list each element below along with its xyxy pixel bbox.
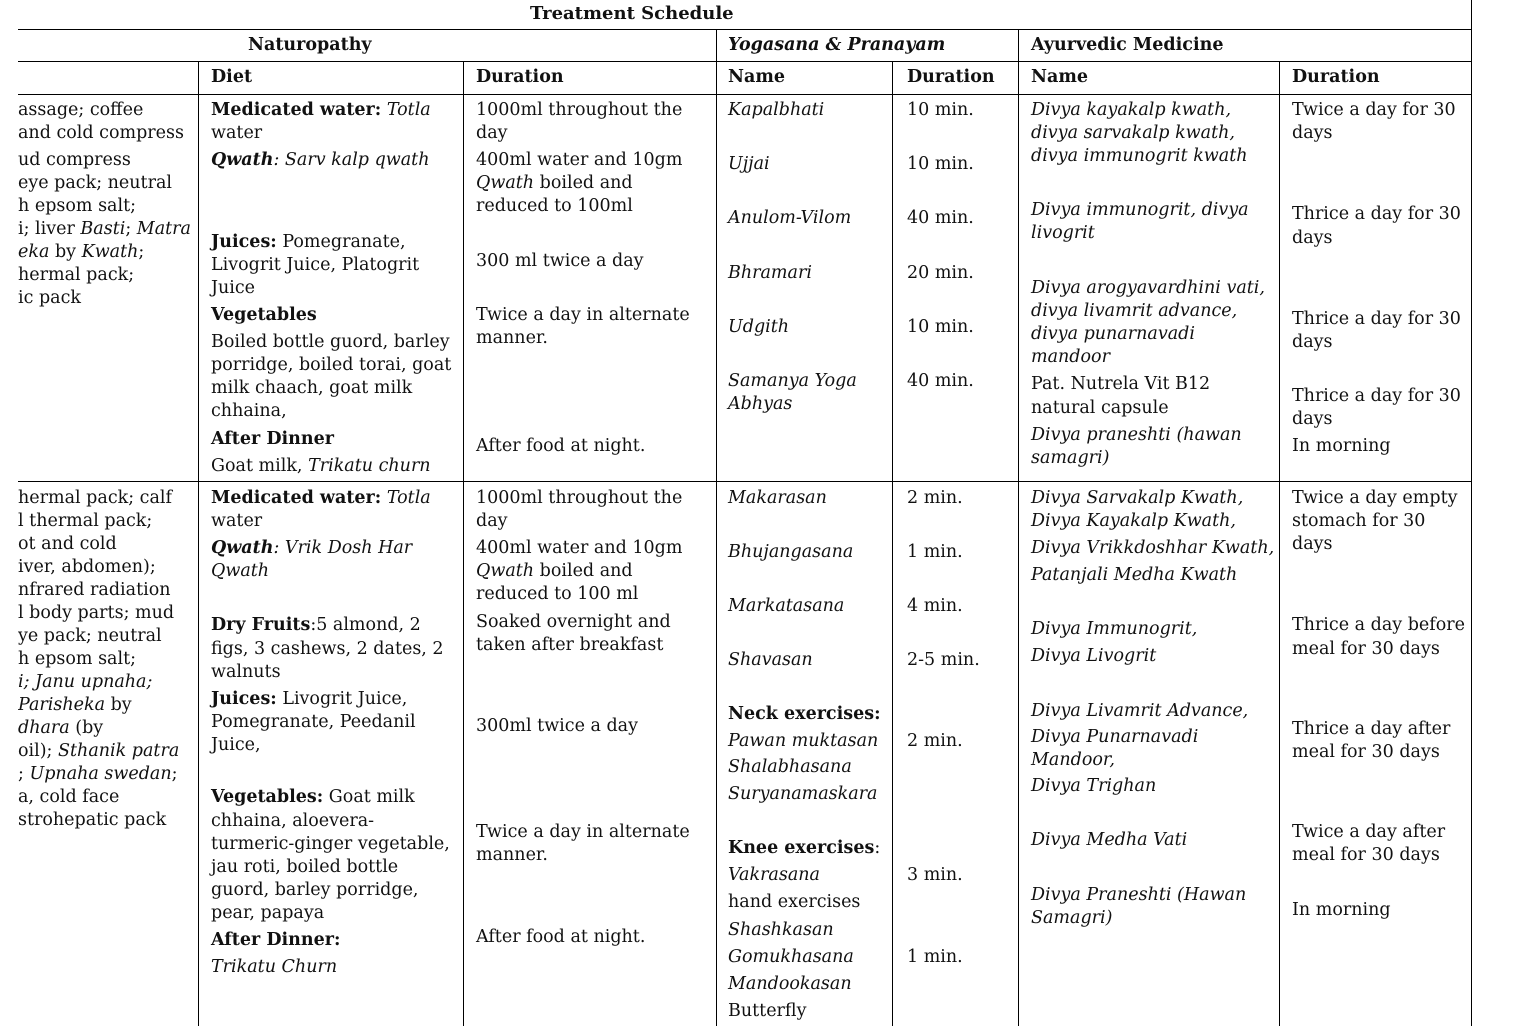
header-ayur-duration: Duration (1292, 67, 1380, 87)
row2-diet-veg-5: pear, papaya (211, 903, 325, 923)
row1-ayur-duration: days (1292, 228, 1333, 248)
row2-ayur-name: Patanjali Medha Kwath (1031, 565, 1238, 585)
rule-v-yoga-dur (892, 61, 893, 1026)
row2-ayur-duration: Thrice a day after (1292, 719, 1451, 739)
row1-dur-juices: 300 ml twice a day (476, 251, 644, 271)
row1-diet-water: Medicated water: Totla (211, 100, 431, 120)
therapy-line: h epsom salt; (18, 649, 137, 669)
row2-diet-water-2: water (211, 511, 263, 531)
row2-yoga-name: Shashkasan (728, 920, 834, 940)
row2-yoga-name: Markatasana (728, 596, 845, 616)
row1-dur-water: 1000ml throughout the (476, 100, 683, 120)
row2-diet-veg-4: guord, barley porridge, (211, 880, 419, 900)
row2-yoga-name: Bhujangasana (728, 542, 854, 562)
row2-ayur-duration: meal for 30 days (1292, 845, 1440, 865)
therapy-line: eye pack; neutral (18, 173, 172, 193)
row2-yoga-name: Gomukhasana (728, 947, 854, 967)
therapy-line: h epsom salt; (18, 196, 137, 216)
row1-ayur-name: divya immunogrit kwath (1031, 146, 1248, 166)
row2-yoga-name: hand exercises (728, 892, 861, 912)
therapy-line: ; Upnaha swedan; (18, 764, 178, 784)
therapy-line: nfrared radiation (18, 580, 171, 600)
row2-ayur-name: Divya Livogrit (1031, 646, 1157, 666)
row2-ayur-name: Divya Punarnavadi (1031, 727, 1199, 747)
row2-ayur-name: Divya Sarvakalp Kwath, (1031, 488, 1244, 508)
row2-ayur-duration: days (1292, 534, 1333, 554)
row2-diet-qwath-2: Qwath (211, 561, 270, 581)
row2-therapy (18, 487, 198, 832)
row1-yoga-name: Ujjai (728, 154, 770, 174)
rule-v-diet (198, 61, 199, 1026)
rule-header (18, 94, 1472, 95)
header-yoga-name: Name (728, 67, 785, 87)
row1-yoga-duration: 40 min. (907, 208, 974, 228)
rule-v-ayur (1018, 29, 1019, 1026)
row1-ayur-name: divya sarvakalp kwath, (1031, 123, 1235, 143)
header-yoga-duration: Duration (907, 67, 995, 87)
row2-dur-qwath-2: Qwath boiled and (476, 561, 633, 581)
therapy-line: ot and cold (18, 534, 117, 554)
row2-diet-veg-2: turmeric-ginger vegetable, (211, 834, 450, 854)
row1-ayur-name: Divya kayakalp kwath, (1031, 100, 1232, 120)
row2-yoga-knee-label: Knee exercises: (728, 838, 881, 858)
row2-ayur-duration: Thrice a day before (1292, 615, 1466, 635)
row2-ayur-duration: Twice a day after (1292, 822, 1446, 842)
rule-row (18, 481, 1472, 482)
row2-dur-veg: Twice a day in alternate (476, 822, 690, 842)
row2-yoga-duration: 2-5 min. (907, 650, 980, 670)
row2-dur-qwath: 400ml water and 10gm (476, 538, 683, 558)
therapy-line: hermal pack; calf (18, 488, 172, 508)
row2-yoga-name: Butterfly (728, 1001, 807, 1021)
row2-diet-dry: Dry Fruits:5 almond, 2 (211, 615, 421, 635)
row1-diet-veg-1: Boiled bottle guord, barley (211, 332, 450, 352)
therapy-line: eka by Kwath; (18, 242, 145, 262)
therapy-line: hermal pack; (18, 265, 135, 285)
row1-dur-qwath: 400ml water and 10gm (476, 150, 683, 170)
row2-ayur-name: Divya Trighan (1031, 776, 1157, 796)
row2-yoga-duration: 3 min. (907, 865, 963, 885)
row1-yoga-name: Bhramari (728, 263, 812, 283)
therapy-line: ye pack; neutral (18, 626, 162, 646)
rule-top (18, 29, 1472, 30)
row2-diet-dry-2: figs, 3 cashews, 2 dates, 2 (211, 639, 444, 659)
row2-diet-dry-3: walnuts (211, 662, 281, 682)
rule-right (1471, 0, 1472, 1026)
therapy-line: dhara (by (18, 718, 104, 738)
row2-yoga-name: Suryanamaskara (728, 784, 878, 804)
row2-diet-water: Medicated water: Totla (211, 488, 431, 508)
therapy-line: oil); Sthanik patra (18, 741, 180, 761)
row2-diet-juices: Juices: Livogrit Juice, (211, 689, 408, 709)
row1-diet-juices-2: Livogrit Juice, Platogrit (211, 255, 420, 275)
row2-dur-veg-2: manner. (476, 845, 548, 865)
row1-diet-water-2: water (211, 123, 263, 143)
row2-dur-juices: 300ml twice a day (476, 716, 639, 736)
therapy-line: l body parts; mud (18, 603, 175, 623)
row1-dur-qwath-2: Qwath boiled and (476, 173, 633, 193)
row2-yoga-duration: 2 min. (907, 731, 963, 751)
row2-yoga-name: Vakrasana (728, 865, 820, 885)
header-diet: Diet (211, 67, 253, 87)
row1-ayur-name: Divya arogyavardhini vati, (1031, 278, 1265, 298)
row2-diet-qwath: Qwath: Vrik Dosh Har (211, 538, 413, 558)
row1-ayur-name: Divya praneshti (hawan (1031, 425, 1242, 445)
row1-yoga-name-2: Abhyas (728, 394, 793, 414)
row2-diet-veg: Vegetables: Goat milk (211, 787, 415, 807)
row2-dur-dry: Soaked overnight and (476, 612, 671, 632)
therapy-line: iver, abdomen); (18, 557, 156, 577)
row1-ayur-duration: Thrice a day for 30 (1292, 386, 1461, 406)
row2-yoga-name: Shavasan (728, 650, 813, 670)
rule-v-ayur-dur (1279, 61, 1280, 1026)
row1-yoga-name: Samanya Yoga (728, 371, 857, 391)
row1-yoga-name: Udgith (728, 317, 790, 337)
therapy-line: ud compress (18, 150, 131, 170)
row1-yoga-name: Anulom-Vilom (728, 208, 852, 228)
row1-yoga-duration: 20 min. (907, 263, 974, 283)
therapy-line: i; liver Basti; Matra (18, 219, 191, 239)
row1-ayur-name: Pat. Nutrela Vit B12 (1031, 374, 1211, 394)
row2-yoga-duration: 2 min. (907, 488, 963, 508)
row1-diet-veg-4: chhaina, (211, 401, 287, 421)
row1-ayur-name: divya livamrit advance, (1031, 301, 1238, 321)
row1-ayur-name: natural capsule (1031, 398, 1169, 418)
therapy-line: i; Janu upnaha; (18, 672, 153, 692)
row1-yoga-duration: 10 min. (907, 317, 974, 337)
row2-ayur-name: Divya Kayakalp Kwath, (1031, 511, 1236, 531)
row1-ayur-duration: days (1292, 332, 1333, 352)
row1-therapy (18, 99, 198, 479)
row1-ayur-duration: days (1292, 409, 1333, 429)
row1-dur-water-2: day (476, 123, 508, 143)
row2-ayur-name: Divya Vrikkdoshhar Kwath, (1031, 538, 1275, 558)
row1-ayur-duration: days (1292, 123, 1333, 143)
table-title: Treatment Schedule (530, 3, 734, 24)
header-ayur-name: Name (1031, 67, 1088, 87)
therapy-line: assage; coffee (18, 100, 144, 120)
row1-diet-veg-2: porridge, boiled torai, goat (211, 355, 452, 375)
group-ayurveda: Ayurvedic Medicine (1031, 35, 1224, 55)
row2-yoga-neck-label: Neck exercises: (728, 704, 881, 724)
rule-group (18, 61, 1472, 62)
row1-dur-qwath-3: reduced to 100ml (476, 196, 633, 216)
row2-yoga-name: Pawan muktasan (728, 731, 879, 751)
row2-ayur-duration: stomach for 30 (1292, 511, 1426, 531)
row1-diet-after: Goat milk, Trikatu churn (211, 456, 431, 476)
row2-dur-water-2: day (476, 511, 508, 531)
group-yoga: Yogasana & Pranayam (728, 35, 946, 55)
row2-ayur-name: Mandoor, (1031, 750, 1115, 770)
therapy-line: Parisheka by (18, 695, 132, 715)
row2-dur-qwath-3: reduced to 100 ml (476, 584, 639, 604)
therapy-line: and cold compress (18, 123, 184, 143)
row2-dur-dry-2: taken after breakfast (476, 635, 664, 655)
row2-diet-juices-3: Juice, (211, 735, 261, 755)
row1-diet-qwath: Qwath: Sarv kalp qwath (211, 150, 430, 170)
row2-diet-veg-3: jau roti, boiled bottle (211, 857, 399, 877)
row2-yoga-duration: 4 min. (907, 596, 963, 616)
row1-ayur-duration: Twice a day for 30 (1292, 100, 1456, 120)
row1-yoga-duration: 40 min. (907, 371, 974, 391)
row1-diet-after-label: After Dinner (211, 429, 334, 449)
rule-v-yoga (716, 29, 717, 1026)
row2-diet-after-label: After Dinner: (211, 930, 341, 950)
row1-yoga-duration: 10 min. (907, 100, 974, 120)
row2-yoga-duration: 1 min. (907, 947, 963, 967)
row2-diet-juices-2: Pomegranate, Peedanil (211, 712, 416, 732)
row1-diet-juices: Juices: Pomegranate, (211, 232, 406, 252)
row1-diet-veg-label: Vegetables (211, 305, 317, 325)
row2-ayur-duration: meal for 30 days (1292, 639, 1440, 659)
therapy-line: strohepatic pack (18, 810, 167, 830)
row2-yoga-name: Mandookasan (728, 974, 852, 994)
row1-ayur-duration: Thrice a day for 30 (1292, 204, 1461, 224)
row1-ayur-name: livogrit (1031, 223, 1095, 243)
row1-ayur-name: Divya immunogrit, divya (1031, 200, 1249, 220)
row2-dur-after: After food at night. (476, 927, 646, 947)
row1-ayur-duration: In morning (1292, 436, 1391, 456)
row1-diet-juices-3: Juice (211, 278, 256, 298)
therapy-line: a, cold face (18, 787, 120, 807)
row1-ayur-name: samagri) (1031, 448, 1110, 468)
row2-ayur-duration: Twice a day empty (1292, 488, 1458, 508)
row1-diet-veg-3: milk chaach, goat milk (211, 378, 413, 398)
row2-ayur-duration: In morning (1292, 900, 1391, 920)
row2-yoga-duration: 1 min. (907, 542, 963, 562)
rule-v-duration (463, 61, 464, 1026)
row2-ayur-duration: meal for 30 days (1292, 742, 1440, 762)
row1-ayur-name: divya punarnavadi (1031, 324, 1195, 344)
row2-ayur-name: Divya Praneshti (Hawan (1031, 885, 1247, 905)
row2-yoga-name: Shalabhasana (728, 757, 852, 777)
row1-yoga-duration: 10 min. (907, 154, 974, 174)
row2-yoga-name: Makarasan (728, 488, 827, 508)
row1-dur-veg: Twice a day in alternate (476, 305, 690, 325)
group-naturopathy: Naturopathy (248, 35, 372, 55)
therapy-line: ic pack (18, 288, 82, 308)
row2-ayur-name: Divya Livamrit Advance, (1031, 701, 1249, 721)
row1-yoga-name: Kapalbhati (728, 100, 825, 120)
row1-ayur-duration: Thrice a day for 30 (1292, 309, 1461, 329)
row2-ayur-name: Samagri) (1031, 908, 1113, 928)
header-diet-duration: Duration (476, 67, 564, 87)
row1-ayur-name: mandoor (1031, 347, 1110, 367)
row2-ayur-name: Divya Immunogrit, (1031, 619, 1198, 639)
therapy-line: l thermal pack; (18, 511, 153, 531)
row1-dur-veg-2: manner. (476, 328, 548, 348)
row2-diet-veg-1: chhaina, aloevera- (211, 811, 375, 831)
row2-ayur-name: Divya Medha Vati (1031, 830, 1188, 850)
row2-dur-water: 1000ml throughout the (476, 488, 683, 508)
row1-dur-after: After food at night. (476, 436, 646, 456)
row2-diet-after: Trikatu Churn (211, 957, 338, 977)
